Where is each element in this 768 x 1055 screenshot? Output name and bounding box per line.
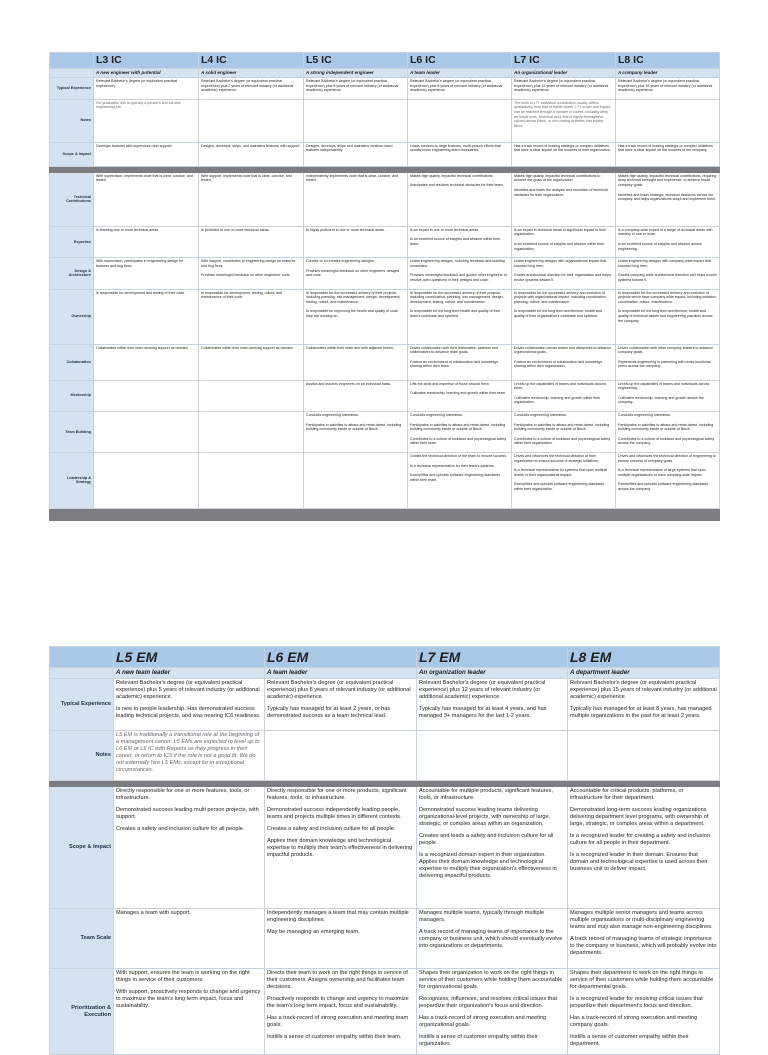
cell-text: Is responsible for the long term health and quality of their team's codebase and systems. [410,309,501,318]
cell-text: Levels up the capabilities of teams and individuals across engineering. [618,381,710,391]
level-cell [568,787,720,909]
cell-text: Recognizes, influences, and resolves critical issues that jeopardize their organization's focus and direction. [419,996,558,1009]
cell-text: Typically has managed for at least 8 years, has managed multiple organizations in the past for at least 2 years. [570,706,712,719]
level-cell [304,172,408,226]
cell-text: Provides meaningful feedback and guides other engineers to resolve open questions in their designs and code. [410,273,507,282]
level-cell [94,258,199,289]
level-subtitle: A team leader [408,69,512,78]
cell-text: With support, implements code that is clear, concise, and tested. [201,173,292,183]
cell-text: Is an excellent source of insights and wisdom within their team. [410,237,501,246]
level-subtitle: A new team leader [114,668,265,679]
level-cell [94,226,199,257]
cell-text: Cultivates mentorship, learning and growth within their organization. [514,395,601,405]
level-cell [94,99,199,142]
cell-text: Develops features with supervision and support. [96,143,173,148]
cell-text: Conducts engineering interviews. [410,412,463,417]
cell-text: Drives collaboration with their teammates, partners and stakeholders to advance team goals. [410,345,498,355]
criteria-row [50,172,720,226]
cell-text: A track record of managing teams of strategic importance to the company or business, which will probably evolve into departments. [570,936,717,956]
cell-text: Shapes their organization to work on the right things in service of their customers while holding them accountable for organizational goals. [419,970,563,990]
cell-text: Proactively responds to change and urgency to maximize the team's long term impact, focus and sustainability. [267,996,409,1009]
cell-text: Directly responsible for one or more products, significant features, tools, or infrastructure. [267,788,407,801]
level-title: L7 IC [512,53,616,69]
cell-text: Has a track record of leading strategic or complex initiatives that have a clear impact on the success of the company. [618,143,713,153]
cell-text: Is a recognized leader for resolving critical issues that jeopardize their department's focus and direction. [570,996,703,1009]
cell-text: Relevant Bachelor's degree (or equivalent practical experience) plus 5 years of relevant industry (or additional academic) experience. [116,680,260,700]
level-cell [408,411,512,452]
cell-text: Is a technical representative of large systems that span multiple organizations or have company-wide impact. [618,468,706,477]
cell-text: A track record of managing teams of importance to the company or business unit, which should eventually evolve into organizations or departments. [419,929,563,949]
level-cell [512,289,616,344]
level-title: L7 EM [417,647,568,668]
level-cell [304,142,408,166]
level-cell [616,411,720,452]
level-subtitle-row [50,69,720,78]
level-cell [408,344,512,380]
level-title: L6 EM [265,647,417,668]
cell-text: Is responsible for the long term architecture, health and quality of technical assets and engineering practices across the company. [618,309,713,323]
level-cell [408,258,512,289]
level-cell [199,78,304,100]
criteria-row [50,909,720,969]
cell-text: Instills a sense of customer empathy within their organization. [419,1034,538,1047]
row-label: Team Building [50,411,94,452]
cell-text: Creates a safety and inclusion culture for all people. [116,826,245,832]
level-subtitle: A solid engineer [199,69,304,78]
cell-text: Makes high quality, impactful technical contributions, requiring deep technical foresight and experience, to achieve broad company goals. [618,173,717,187]
level-cell [568,731,720,781]
cell-text: Is responsible for the successful delivery and evolution of projects which have company-wide impact, including initiation, coordination, rollout, maintenance. [618,290,717,304]
level-cell [94,380,199,411]
cell-text: Is a technical representative for their team's systems. [410,463,495,468]
cell-text: Accountable for multiple products, significant features, tools, or infrastructure. [419,788,554,801]
cell-text: Instills a sense of customer empathy within their team. [267,1034,402,1040]
level-title: L3 IC [94,53,199,69]
cell-text: Conducts engineering interviews. [618,412,671,417]
cell-text: Makes high quality, impactful technical contributions. [410,173,494,178]
row-label: Collaboration [50,344,94,380]
criteria-row [50,289,720,344]
cell-text: With supervision, implements code that is clear, concise, and tested. [96,173,193,183]
cell-text: Leads medium-to-large features, multi-person efforts that usually cross engineering team boundaries. [410,143,501,153]
cell-text: Has a track record of leading strategic or complex initiatives that have a clear impact on the success of their organization. [514,143,611,153]
cell-text: Creates and leads a safety and inclusion culture for all people. [419,833,554,846]
cell-text: Is responsible for development, testing, rollout, and maintenance of their code. [201,290,283,300]
level-cell [408,380,512,411]
level-subtitle-row [50,668,720,679]
cell-text: Collaborates within their team seeking support as needed. [201,345,294,350]
em-levels-table [49,646,720,1055]
cell-text: Is a company-wide expert in a range of technical areas with mastery of one or more. [618,227,713,237]
level-cell [512,411,616,452]
cell-text: Relevant Bachelor's degree (or equivalent practical experience) plus 8 years of relevant industry (or additional academic) experience. [267,680,411,700]
cell-text: Lifts the skills and expertise of those around them. [410,381,490,386]
cell-text: Represents engineering in partnering with cross-functional peers across the company. [618,359,711,369]
cell-text: Makes high quality, impactful technical contributions to achieve the goals of the organization. [514,173,601,183]
cell-text: Cultivates mentorship, learning and growth across the company. [618,395,704,405]
row-label: Design & Architecture [50,258,94,289]
cell-text: Typically has managed for at least 2 years, or has demonstrated success as a team technical lead. [267,706,391,719]
level-cell [408,172,512,226]
level-cell [199,258,304,289]
cell-text: Designs, develops, ships and maintains medium-sized features independently. [306,143,393,153]
cell-text: Participates in activities to attract and retain talent, including building community inside or outside of Block. [306,422,402,432]
cell-text: Identifies and leads the analysis and resolution of technical obstacles for their organization. [514,187,608,197]
cell-text: Exemplifies and upholds software engineering standards within their organization. [514,482,605,491]
level-cell [265,969,417,1055]
level-cell [417,909,568,969]
cell-text: Drives and influences the technical direction of engineering to ensure success of company goals. [618,453,716,463]
cell-text: Guides the technical direction of the team to ensure success. [410,453,508,458]
level-cell [265,731,417,781]
header-corner [50,53,94,69]
level-cell [408,142,512,166]
level-cell [616,289,720,344]
cell-text: Relevant Bachelor's degree (or equivalent practical experience) plus 5 years of relevant industry (or additional academic) experience. [306,79,399,93]
cell-text: Fosters an environment of collaboration and knowledge sharing within their team. [410,359,499,369]
cell-text: Is new to people leadership. Has demonstrated success leading technical projects, and was nearing IC6 readiness. [116,706,261,719]
cell-text: Manages a team with support. [116,910,191,916]
level-cell [265,909,417,969]
row-label: Typical Experience [50,679,114,731]
criteria-row [50,142,720,166]
header-corner [50,647,114,668]
level-cell [304,289,408,344]
cell-text: With support, proactively responds to change and urgency to maximize the team's long term impact, focus and sustainability. [116,989,261,1009]
level-cell [304,452,408,508]
cell-text: Manages multiple teams, typically through multiple managers. [419,910,544,923]
row-label: Expertise [50,226,94,257]
level-cell [616,344,720,380]
criteria-row [50,679,720,731]
cell-text: Assists and teaches engineers on an individual basis. [306,381,392,386]
cell-text: Relevant Bachelor's degree (or equivalent practical experience) plus 2 years of relevant industry (or additional academic) experience. [201,79,294,93]
level-subtitle: An organization leader [417,668,568,679]
level-cell [114,787,265,909]
criteria-row [50,969,720,1055]
cell-text: Relevant Bachelor's degree (or equivalent practical experience) plus 8 years of relevant industry (or additional academic) experience. [410,79,503,93]
row-label: Ownership [50,289,94,344]
cell-text: Drives collaboration with other company leaders to advance company goals. [618,345,714,355]
level-cell [94,289,199,344]
level-cell [408,226,512,257]
level-title: L8 EM [568,647,720,668]
level-cell [199,142,304,166]
cell-text: Drives and influences the technical direction of their organization to ensure success of strategic initiatives. [514,453,599,463]
cell-text: Cultivates mentorship, learning and growth within their team. [410,391,507,396]
level-title: L5 EM [114,647,265,668]
cell-text: May be managing an emerging team. [267,929,360,935]
cell-text: Manages multiple senior managers and teams across multiple organizations or multi-disciplinary engineering teams and may also manage non-engineering disciplines. [570,910,713,930]
row-label: Scope & Impact [50,142,94,166]
cell-text: Creates or co-creates engineering designs. [306,259,375,264]
cell-text: With support, contributes to engineering design for features and bug fixes. [201,259,296,268]
level-cell [94,411,199,452]
cell-text: Drives collaboration across teams and disciplines to advance organizational goals. [514,345,612,355]
cell-text: Is responsible for the successful delivery of their projects, including coordination, planning, risk management, design, development, testing, rollout, and maintenance. [410,290,504,304]
level-cell [304,380,408,411]
level-cell [199,226,304,257]
cell-text: Is a recognized leader in their domain. Ensures that domain and technological expertise is used across their business unit to deliver impact. [570,852,708,872]
cell-text: Demonstrated long-term success leading organizations delivering department level programs, with ownership of large, strategic, or complex areas within a department. [570,807,709,827]
criteria-row [50,78,720,100]
level-cell [616,142,720,166]
level-subtitle: A new engineer with potential [94,69,199,78]
level-cell [199,344,304,380]
level-header-row [50,53,720,69]
level-subtitle: An organizational leader [512,69,616,78]
criteria-row [50,344,720,380]
cell-text: Participates in activities to attract and retain talent, including building community inside or outside of Block. [514,422,610,432]
level-cell [417,731,568,781]
cell-text: Independently implements code that is clear, concise, and tested. [306,173,399,183]
cell-text: Relevant Bachelor's degree (or equivalent practical experience) plus 12 years of relevant industry (or additional academic) experience. [419,680,546,700]
cell-text: Is responsible for the successful delivery and evolution of projects with organizational impact, including coordination, planning, rollout, and maintenance. [514,290,607,304]
cell-text: Contributes to a culture of inclusion and psychological safety within their organization. [514,436,611,446]
cell-text: Applies their domain knowledge and technological expertise to multiply their team's effectiveness in delivering impactful products. [267,838,413,858]
level-cell [417,679,568,731]
cell-text: Designs, develops, ships, and maintains features with support. [201,143,301,148]
cell-text: Exemplifies and upholds software engineering standards within their team. [410,473,501,482]
cell-text: Shapes their department to work on the right things in service of their customers while holding them accountable for departmental goals. [570,970,714,990]
level-title: L5 IC [304,53,408,69]
cell-text: Participates in activities to attract and retain talent, including building community inside or outside of Block. [618,422,714,432]
level-cell [114,909,265,969]
level-cell [199,411,304,452]
cell-text: With support, ensures the team is working on the right things in service of their customers. [116,970,250,983]
level-subtitle: A department leader [568,668,720,679]
level-cell [304,78,408,100]
level-cell [417,969,568,1055]
row-label: Team Scale [50,909,114,969]
cell-text: With supervision, participates in engineering design for features and bug fixes. [96,259,184,268]
criteria-row [50,99,720,142]
cell-text: Relevant Bachelor's degree (or equivalent practical experience) plus 15 years of relevant industry (or additional academic) experience. [570,680,717,700]
cell-text: Is an excellent source of insights and wisdom across engineering. [618,241,702,251]
cell-text: Conducts engineering interviews. [514,412,567,417]
cell-text: Creates a safety and inclusion culture for all people. [267,826,396,832]
row-label: Typical Experience [50,78,94,100]
level-cell [512,99,616,142]
level-cell [114,731,265,781]
cell-text: Is responsible for development and testing of their code. [96,290,186,295]
criteria-row [50,411,720,452]
cell-text: Has a track-record of strong execution and meeting company goals. [570,1015,698,1028]
cell-text: Contributes to a culture of inclusion and psychological safety within their team. [410,436,507,446]
level-cell [199,99,304,142]
row-label: Prioritization & Execution [50,969,114,1055]
cell-text: Relevant Bachelor's degree (or equivalent practical experience) plus 12 years of relevant industry (or additional academic) experience. [514,79,609,93]
level-cell [94,344,199,380]
level-cell [616,452,720,508]
level-cell [512,226,616,257]
level-cell [304,411,408,452]
level-cell [114,679,265,731]
cell-text: Independently manages a team that may contain multiple engineering disciplines. [267,910,409,923]
cell-text: For graduates, this is typically a person's first full-time engineering job. [96,100,182,110]
cell-text: Conducts engineering interviews. [306,412,359,417]
cell-text: Anticipates and resolves technical obstacles for their team. [410,183,504,188]
cell-text: Guides architectural direction for their organization and helps evolve systems toward it. [514,273,611,282]
row-label: Leadership & Strategy [50,452,94,508]
cell-text: Leads engineering designs, soliciting feedback and building consensus. [410,259,505,268]
level-cell [512,142,616,166]
cell-text: The work of L7+ individual contributors usually differs qualitatively from that of earlier levels. L7+ scope and impact can be reached through a number of routes, including deep technical work, technical work that is highly leveraged or valued across Block, or non-coding activities that impact Block. [514,100,611,128]
row-label: Scope & Impact [50,787,114,909]
level-cell [94,172,199,226]
cell-text: Is a technical representative for systems that span multiple teams or their organizational impact. [514,468,608,477]
cell-text: Relevant Bachelor's degree (or equivalent practical experience). [96,79,178,88]
cell-text: Is responsible for the successful delivery of their projects, including planning, risk management, design, development, testing, rollout, and maintenance. [306,290,401,304]
level-cell [568,969,720,1055]
cell-text: Collaborates within their team seeking support as needed. [96,345,189,350]
cell-text: Is a recognized leader for creating a safety and inclusion culture for all people in their department. [570,833,710,846]
level-cell [265,787,417,909]
cell-text: Directs their team to work on the right things in service of their customers. Assigns ownership and facilitates team decisions. [267,970,408,990]
cell-text: Is proficient in one or more technical areas. [201,227,270,232]
cell-text: Demonstrated success leading multi person projects, with support. [116,807,259,820]
ic-levels-table [49,52,720,521]
level-cell [114,969,265,1055]
cell-text: Has a track-record of strong execution and meeting organizational goals. [419,1015,547,1028]
level-cell [199,289,304,344]
cell-text: Contributes to a culture of inclusion and psychological safety across the company. [618,436,715,446]
level-cell [616,78,720,100]
row-label: Notes [50,99,94,142]
level-cell [94,142,199,166]
level-cell [304,258,408,289]
level-cell [94,78,199,100]
cell-text: Accountable for critical products, platforms, or infrastructure for their department. [570,788,684,801]
level-cell [199,452,304,508]
level-cell [408,78,512,100]
level-cell [199,172,304,226]
level-cell [512,452,616,508]
cell-text: Identifies and leads strategic, technical decisions across the company and helps organizations adopt and implement them. [618,192,717,202]
section-divider-cell [50,508,720,520]
level-cell [512,344,616,380]
level-cell [512,172,616,226]
cell-text: Is highly proficient in one or more technical areas. [306,227,386,232]
level-cell [408,452,512,508]
cell-text: L5 EM is traditionally a transitional role at the beginning of a management career. L5 EMs are expected to level up to L6 EM or L6 IC with Reports as they progress in their career, or return to IC5 if the role is not a good fit. We do not externally hire L5 EMs, except for in exceptional circumstances. [116,732,260,773]
row-label: Technical Contributions [50,172,94,226]
level-cell [616,258,720,289]
criteria-row [50,380,720,411]
level-cell [199,380,304,411]
row-label: Mentorship [50,380,94,411]
criteria-row [50,452,720,508]
cell-text: Collaborates within their team and with adjacent teams. [306,345,395,350]
level-cell [568,679,720,731]
cell-text: Provides meaningful feedback on other engineers' designs and code. [306,268,400,278]
cell-text: Instills a sense of customer empathy within their department. [570,1034,689,1047]
level-cell [304,226,408,257]
cell-text: Is an expert in technical areas of significant impact to their organization. [514,227,607,237]
level-title: L6 IC [408,53,512,69]
cell-text: Is an expert in one or more technical areas. [410,227,480,232]
level-subtitle: A strong independent engineer [304,69,408,78]
cell-text: Is responsible for the long term architecture, health and quality of their organization's codebase and systems. [514,309,602,318]
cell-text: Is a recognized domain expert in their organization. Applies their domain knowledge and technological expertise to multiply their organization's effectiveness in delivering impactful products. [419,852,557,879]
level-cell [568,909,720,969]
row-label: Notes [50,731,114,781]
cell-text: Levels up the capabilities of teams and individuals around them. [514,381,606,391]
level-cell [304,344,408,380]
level-cell [265,679,417,731]
cell-text: Directly responsible for one or more features, tools, or infrastructure. [116,788,250,801]
subtitle-corner [50,69,94,78]
cell-text: Is an excellent source of insights and wisdom within their organization. [514,241,605,251]
cell-text: Is learning one or more technical areas. [96,227,160,232]
level-cell [616,172,720,226]
level-cell [512,78,616,100]
level-cell [408,99,512,142]
cell-text: Demonstrated success independently leading people, teams and projects multiple times in different contexts. [267,807,402,820]
cell-text: Leads engineering designs with organizational impact that succeed long term. [514,259,607,268]
criteria-row [50,258,720,289]
cell-text: Provides meaningful feedback on other engineers' code. [201,273,291,278]
cell-text: Demonstrated success leading teams delivering organizational-level projects, with ownership of large, strategic, or complex areas within an organization. [419,807,551,827]
cell-text: Fosters an environment of collaboration and knowledge sharing within their organization. [514,359,603,369]
level-cell [616,380,720,411]
level-cell [616,99,720,142]
level-title: L4 IC [199,53,304,69]
cell-text: Typically has managed for at least 4 years, and has managed 3+ managers for the last 1-2 years. [419,706,547,719]
cell-text: Participates in activities to attract and retain talent, including building community inside or outside of Block. [410,422,506,432]
level-subtitle: A team leader [265,668,417,679]
level-subtitle: A company leader [616,69,720,78]
level-cell [304,99,408,142]
level-title: L8 IC [616,53,720,69]
level-cell [616,226,720,257]
level-cell [512,380,616,411]
level-cell [512,258,616,289]
section-divider [50,508,720,520]
level-cell [417,787,568,909]
criteria-row [50,731,720,781]
cell-text: Exemplifies and upholds software engineering standards across the company. [618,482,709,491]
level-cell [408,289,512,344]
cell-text: Leads engineering designs with company-wide impact that succeed long term. [618,259,712,268]
level-header-row [50,647,720,668]
cell-text: Guides company-wide architectural direction and helps evolve systems toward it. [618,273,717,282]
criteria-row [50,226,720,257]
cell-text: Relevant Bachelor's degree (or equivalent practical experience) plus 15 years of relevant industry (or additional academic) experience. [618,79,713,93]
cell-text: Has a track-record of strong execution and meeting team goals. [267,1015,409,1028]
level-cell [94,452,199,508]
cell-text: Is responsible for improving the health and quality of code they are working on. [306,309,398,318]
subtitle-corner [50,668,114,679]
criteria-row [50,787,720,909]
